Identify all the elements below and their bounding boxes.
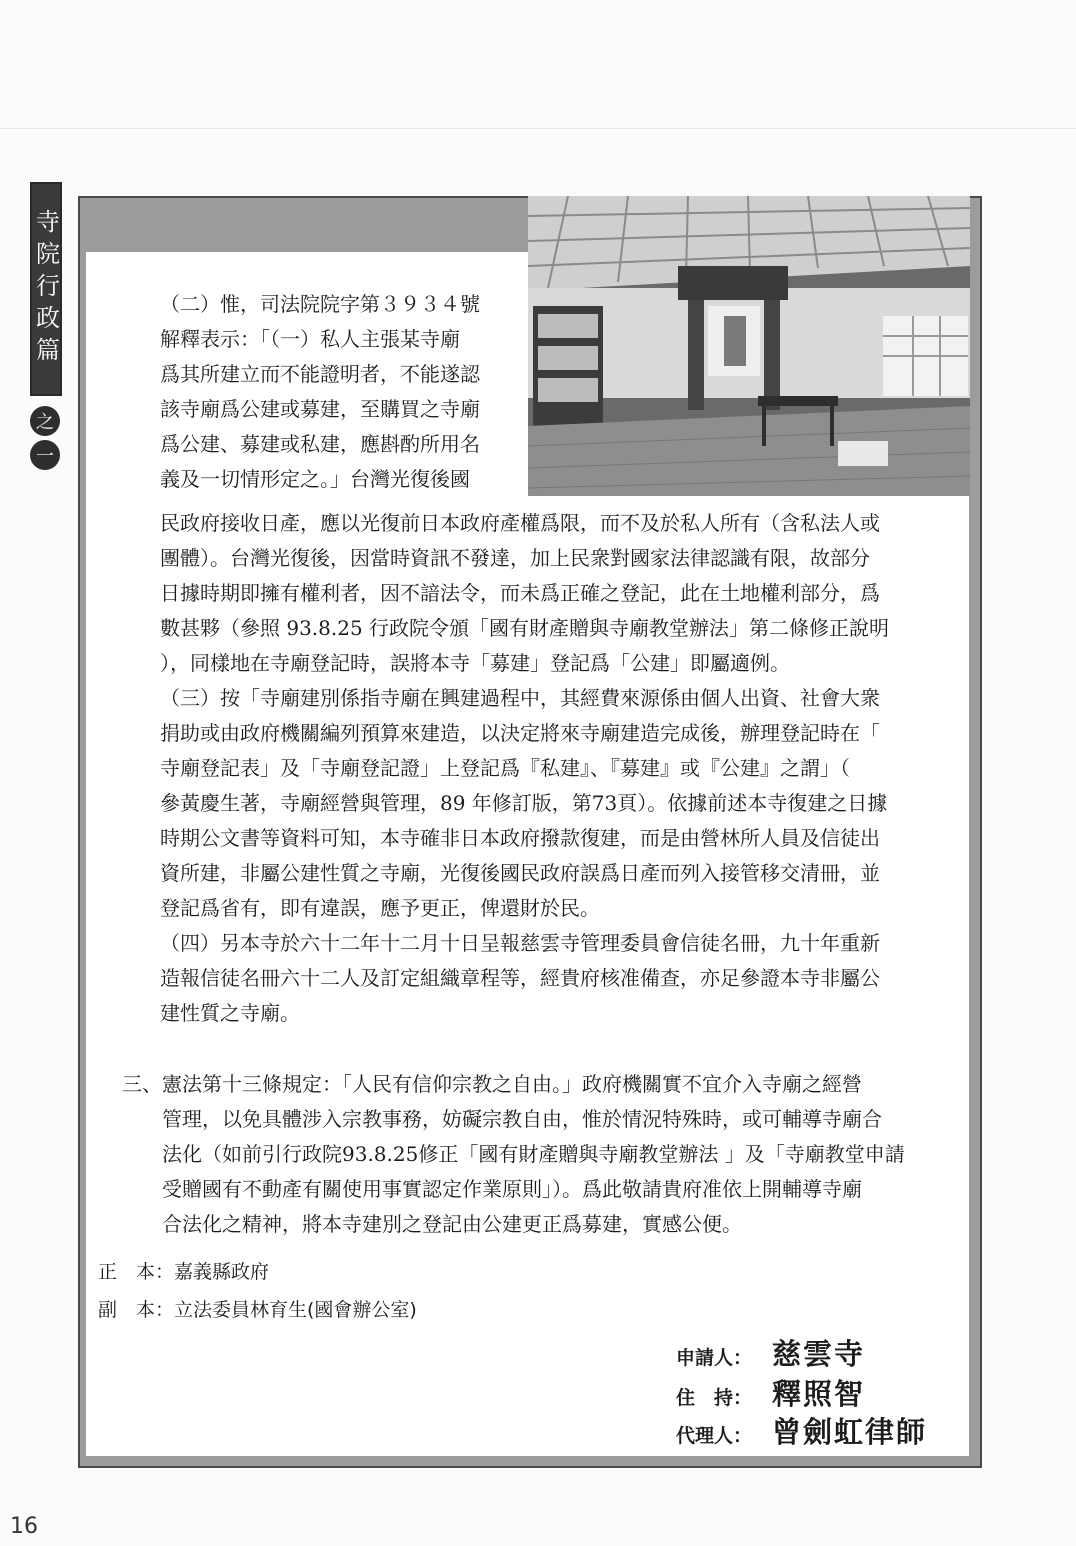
header-rule — [0, 128, 1076, 129]
text-line: 捐助或由政府機關編列預算來建造，以決定將來寺廟建造完成後，辦理登記時在「 — [160, 721, 880, 745]
copy-label: 副 本： — [98, 1299, 175, 1321]
text-line: 民政府接收日產，應以光復前日本政府產權爲限，而不及於私人所有（含私法人或 — [160, 511, 880, 535]
text-line: 管理，以免具體涉入宗教事務，妨礙宗教自由，惟於情況特殊時，或可輔導寺廟合 — [122, 1107, 882, 1131]
original-label: 正 本： — [98, 1261, 175, 1283]
text-line: 登記爲省有，即有違誤，應予更正，俾還財於民。 — [160, 896, 600, 920]
agent-name: 曾劍虹律師 — [772, 1415, 928, 1449]
temple-interior-photo — [528, 196, 970, 496]
abbot-label: 住 持： — [676, 1387, 753, 1409]
section-three-text — [122, 1067, 905, 1242]
copy-value: 立法委員林育生(國會辦公室) — [174, 1299, 417, 1321]
signature-agent — [676, 1410, 927, 1451]
signature-applicant — [676, 1332, 865, 1373]
paragraph-two-intro — [160, 287, 480, 497]
text-line: 爲其所建立而不能證明者，不能遂認 — [160, 362, 480, 386]
text-line: ），同樣地在寺廟登記時，誤將本寺「募建」登記爲「公建」即屬適例。 — [160, 651, 790, 675]
text-line: 該寺廟爲公建或募建，至購買之寺廟 — [160, 397, 480, 421]
text-line: 三、憲法第十三條規定：「人民有信仰宗教之自由。」政府機關實不宜介入寺廟之經營 — [122, 1072, 862, 1096]
text-line: 造報信徒名冊六十二人及訂定組織章程等，經貴府核准備查，亦足參證本寺非屬公 — [160, 966, 880, 990]
text-line: 爲公建、募建或私建，應斟酌所用名 — [160, 432, 480, 456]
agent-label: 代理人： — [676, 1425, 753, 1447]
abbot-name: 釋照智 — [772, 1377, 866, 1411]
text-line: 解釋表示：「（一）私人主張某寺廟 — [160, 327, 460, 351]
text-line: 時期公文書等資料可知，本寺確非日本政府撥款復建，而是由營林所人員及信徒出 — [160, 826, 880, 850]
text-line: 受贈國有不動產有關使用事實認定作業原則」）。爲此敬請貴府准依上開輔導寺廟 — [122, 1177, 862, 1201]
text-line: 團體）。台灣光復後，因當時資訊不發達，加上民衆對國家法律認識有限，故部分 — [160, 546, 870, 570]
original-value: 嘉義縣政府 — [174, 1261, 270, 1283]
text-line: 合法化之精神，將本寺建別之登記由公建更正爲募建，實感公便。 — [122, 1212, 742, 1236]
section-tab — [30, 182, 62, 396]
text-line: 參黃慶生著，寺廟經營與管理，89 年修訂版，第73頁）。依據前述本寺復建之日據 — [160, 791, 888, 815]
text-line: 資所建，非屬公建性質之寺廟，光復後國民政府誤爲日產而列入接管移交清冊，並 — [160, 861, 880, 885]
applicant-name: 慈雲寺 — [772, 1337, 866, 1371]
text-line: （三）按「寺廟建別係指寺廟在興建過程中，其經費來源係由個人出資、社會大衆 — [160, 686, 880, 710]
text-line: 建性質之寺廟。 — [160, 1001, 300, 1025]
signature-abbot — [676, 1372, 865, 1413]
text-line: 數甚夥（參照 93.8.25 行政院令頒「國有財產贈與寺廟教堂辦法」第二條修正說明 — [160, 616, 890, 640]
text-line: 義及一切情形定之。」台灣光復後國 — [160, 467, 470, 491]
copy-recipient — [98, 1295, 417, 1322]
applicant-label: 申請人： — [676, 1347, 753, 1369]
text-line: （四）另本寺於六十二年十二月十日呈報慈雲寺管理委員會信徒名冊，九十年重新 — [160, 931, 880, 955]
text-line: 日據時期即擁有權利者，因不諳法令，而未爲正確之登記，此在土地權利部分，爲 — [160, 581, 880, 605]
page-number: 16 — [10, 1514, 38, 1539]
text-line: 寺廟登記表」及「寺廟登記證」上登記爲『私建』、『募建』或『公建』之謂」（ — [160, 756, 850, 780]
section-marker-2: 一 — [30, 440, 60, 470]
original-recipient — [98, 1257, 269, 1284]
main-body-text — [160, 506, 889, 1031]
text-line: 法化（如前引行政院93.8.25修正「國有財產贈與寺廟教堂辦法 」及「寺廟教堂申請 — [122, 1142, 905, 1166]
text-line: （二）惟，司法院院字第３９３４號 — [160, 292, 480, 316]
section-marker-1: 之 — [30, 406, 60, 436]
section-tab-label: 寺院行政篇 — [31, 209, 60, 369]
